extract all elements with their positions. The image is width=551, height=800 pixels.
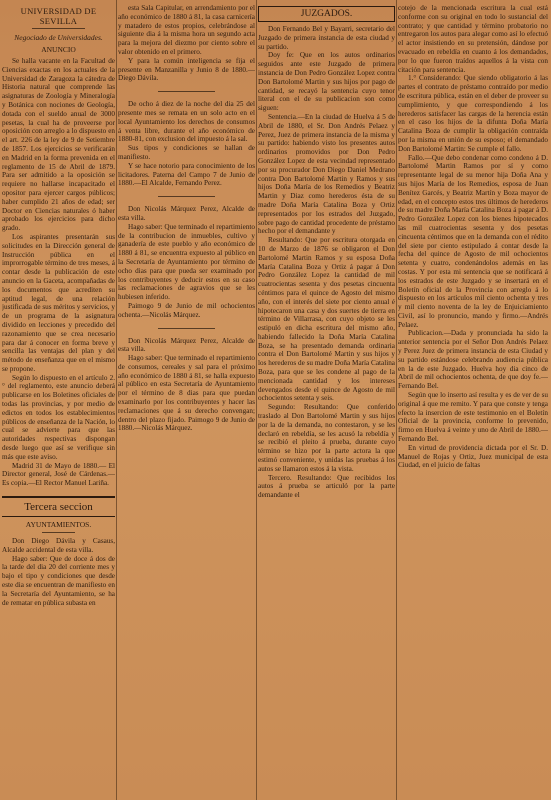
divider [158,91,215,92]
paragraph: Segundo: Resultando: Que conferido traslado al Don Bartolomé Martin y sus hijos por la de la demanda, no contestaron, y se les declaró en rebeldía, se les acusó la rebeldía y se recibió el pleito á prueba, durante cuyo término se hizo por la parte actora la que estimó conveniente, y unidas las pruebas á los autos se llamaron estos á la vista. [258,403,395,473]
paragraph: cotejo de la mencionada escritura la cual está conforme con su original en todo lo sustancial del contrato; y que cantidad y término probatorio no entregaron los autos para alegar como así lo efectuó el actor insistiendo en su pretensión, dándose por evacuado en rebeldía en cuanto á los demandados, por lo que fueron traídos aquellos á la vista con citación para sentencia. [398,4,548,74]
divider [42,532,75,533]
paragraph: Don Fernando Bel y Bayarri, secretario del Juzgado de primera instancia de esta ciudad y su partido. [258,25,395,51]
column-1 [2,0,115,800]
divider [158,328,215,329]
paragraph: Don Diego Dávila y Casaus, Alcalde accidental de esta villa. [2,537,115,554]
paragraph: Fallo.—Que debo condenar como condeno á D. Bartolomé Martin Ramos por sí y como representante legal de su menor hija Doña Ana y sus hijos María de los Remedios, esposa de Juan Benítez Garcés, y Beatriz Martín y Boza mayor de edad, en el concepto estos tres últimos de herederos de su madre Doña María Catalina Boza á pagar á D. Pedro González Lopez con los bienes hipotecados las mil cuatrocientas sesenta y dos pesetas cincuenta céntimos que en la demanda con el rédito del siete por ciento estipulado á contar desde la fecha del quince de Agosto de mil ochocientos setenta y cuatro, condenándolos además en las costas. Y por esta mi sentencia que se notificará á los estrados de este Juzgado y se insertará en el Boletín oficial de la Provincia con arreglo á lo dispuesto en los artículos mil ciento ochenta y tres y mil ciento noventa de la ley de Enjuiciamiento Civil, así lo pronuncio, mando y firmo.—Andrés Pelaez. [398,153,548,329]
paragraph: Paimogo 9 de Junio de mil ochocientos ochenta.—Nicolás Márquez. [118,301,255,319]
paragraph: Hago saber: Que de doce á dos de la tarde del dia 20 del corriente mes y bajo el tipo y condiciones que desde este dia se encuentran de manifiesto en la Secretaría del Ayuntamiento, se ha de rematar en pública subasta en [2,554,115,607]
paragraph: Don Nicolás Márquez Perez, Alcalde de esta villa. [118,336,255,354]
column-4 [398,0,548,800]
paragraph: esta Sala Capitular, en arrendamiento por el año económico de 1880 á 81, la casa carnicería y matadero de estos propios, celebrándose al siguiente dia á la misma hora un segundo acta para la mejora del diezmo por ciento sobre el valor obtenido en el primero. [118,4,255,56]
paragraph: Publicacion.—Dada y pronunciada ha sido la anterior sentencia por el Señor Don Andrés Pelaez y Perez Juez de primera instancia de esta Ciudad y su partido estándose celebrando audiencia pública en la de este Juzgado. Huelva hoy dia cinco de Abril de mil ochocientos ochenta, de que doy fe.—Fernando Bel. [398,329,548,391]
paragraph: Hago saber: Que terminado el repartimiento de la contribucion de inmuebles, cultivo y ganadería de este pueblo y año económico de 1880 á 81, se encuentra expuesto al público en la Secretaría de Ayuntamiento por término de ocho dias para que pueda ser examinado por los contribuyentes y deducir estos en su caso las reclamaciones de agravios que se les hubiesen inferido. [118,222,255,302]
column-rule [116,0,117,800]
paragraph: En virtud de providencia dictada por el Sr. D. Manuel de Rojas y Ortiz, Juez municipal de esta Ciudad, en el juicio de faltas [398,443,548,470]
paragraph: Hago saber: Que terminado el repartimiento de consumos, cereales y sal para el próximo año económico de 1880 á 81, se halla expuesto al público en esta Secretaría de Ayuntamiento por el término de 8 dias para que puedan examinarlo por los contribuyentes y hacer las reclamaciones que á su derecho convengan; dentro del plazo fijado. Paimogo 9 de Junio de 1880.—Nicolás Márquez. [118,354,255,433]
university-header: UNIVERSIDAD DE SEVILLA [20,6,97,26]
paragraph: Sus tipos y condiciones se hallan de manifiesto. [118,144,255,161]
paragraph: Según lo dispuesto en el artículo 2.° del reglamento, este anuncio deberá publicarse en los Boletines oficiales de todas las provincias, y por medio de edictos en todos los establecimientos públicos de enseñanza de la Nación, lo cual se advierte para que las autoridades respectivas dispongan desde luego que así se verifique sin más que este aviso. [2,373,115,461]
column-3 [258,0,395,800]
paragraph: Resultando: Que por escritura otorgada en 10 de Marzo de 1876 se obligaron el Don Bartolomé Martin Ramos y su esposa Doña María Catalina Boza y Ortiz á pagar á Don Pedro González Lopez la cantidad de mil cuatrocientas sesenta y dos pesetas cincuenta céntimos para el quince de Agosto del mismo año, con el interés del siete por ciento anual é hipotecaron una casa y dos suertes de tierra en término de Villarrasa, con cuyo objeto se les estipuló en dicha escritura del mismo año, habiendo fallecido la Doña María Catalina Boza, se ha presentado demanda ordinaria contra el Don Bartolomé Martin y sus hijos y los herederos de su madre Doña María Catalina Boza, para que se les condene al pago de la mencionada cantidad y los intereses devengados desde el quince de Agosto de mil ochocientos setenta y seis. [258,236,395,403]
column-rule [396,0,397,800]
paragraph: Doy fe: Que en los autos ordinarios seguidos ante este Juzgado de primera instancia de Don Pedro González Lopez contra Don Bartolomé Martin y sus hijos por pago de cantidad, se recayó la sentencia cuyo tenor literal con el de su publicacion son como siguen: [258,51,395,113]
juzgados-header: JUZGADOS. [258,6,395,22]
paragraph: Tercero. Resultando: Que recibidos los autos á prueba se articuló por la parte demandante el [258,473,395,500]
section-subtitle: AYUNTAMIENTOS. [25,520,92,530]
column-rule [256,0,257,800]
divider [32,28,85,29]
paragraph: Y para la común inteligencia se fija el presente en Manzanilla y Junio 8 de 1880.— Diego Dávila. [118,56,255,83]
column-2 [118,0,255,800]
section-title: Tercera seccion [2,496,115,517]
paragraph: Los aspirantes presentarán sus solicitudes en la Dirección general de Instrucción pública en el improrrogable término de tres meses, á contar desde la publicación de este anuncio en la Gaceta, acompañadas de los documentos que acrediten su aptitud legal, de una relación justificada de sus méritos y servicios, y de un programa de la asignatura dividido en lecciones y precedido del razonamiento que se crea necesario para dar á conocer en forma breve y sencilla las ventajas del plan y del método de enseñanza que en el mismo se propone. [2,232,115,373]
paragraph: Y se hace notorio para conocimiento de los licitadores. Paterna del Campo 7 de Junio de 1880.—El Alcalde, Fernando Perez. [118,161,255,188]
notice-title: ANUNCIO [41,45,76,54]
paragraph: Sentencia.—En la ciudad de Huelva á 5 de Abril de 1880, el Sr. Don Andrés Pelaez y Perez, Juez de primera instancia de la misma y su partido: habiendo visto los presentes autos ordinarios promovidos por Don Pedro González Lopez de esta vecindad representado por su procurador Don Diego Daniel Medrano contra Don Bartolomé Martin y Ramos y sus hijos Doña María de los Remedios y Beatriz Martin y Diaz como herederos ésta de su madre Doña María Catalina Boza y Ortiz representados por los estrados del Juzgado, sobre pago de cantidad procedente de préstamo hecho por el demandante y [258,112,395,236]
paragraph: De ocho á diez de la noche del dia 25 del presente mes se remata en un solo acto en el local Ayuntamiento los derechos de consumos á venta libre, durante el año económico de 1880-81, con exclusion del impuesto á la sal. [118,100,255,144]
paragraph: Según que lo inserto así resulta y es de ver de su original á que me remito. Y para que conste y tenga efecto la insercion de este testimonio en el Boletín Oficial de la provincia, conforme lo prevenido, firmo en Huelva á veinte y uno de Abril de 1880.—Fernando Bel. [398,391,548,444]
paragraph: Don Nicolás Márquez Perez, Alcalde de esta villa. [118,205,255,222]
negociado-subheader: Negociado de Universidades. [14,33,103,42]
paragraph: 1.° Considerando: Que siendo obligatorio á las partes el contrato de préstamo contraído por medio de escritura pública, están en el deber de proveer su cumplimiento, y que correspondiendo á los herederos satisfacer las cargas de la herencia están en el caso los hijos de la difunta Doña María Catalina Boza de cumplir la obligación contraída por la misma en unión de su esposo; el demandado Don Bartolomé Martin: Se cumple el fallo. [398,74,548,153]
divider [158,196,215,197]
paragraph: Se halla vacante en la Facultad de Ciencias exactas en los actuales de la Universidad de Zaragoza la cátedra de Historia natural que comprende las asignaturas de Zoología y Mineralogía y Botánica con nociones de Geología, dotada con el sueldo anual de 3000 pesetas, la cual ha de proveerse por oposición con arreglo a lo dispuesto en el art. 226 de la ley de 9 de Setiembre de 1857. Los ejercicios se verificarán en Madrid en la forma prevenida en el reglamento de 15 de Abril de 1879. Para ser admitido a la oposición se requiere no hallarse incapacitado el opositor para ejercer cargos públicos; haber cumplido 21 años de edad; ser Doctor en Ciencias naturales ó haber aprobado los ejercicios para dicho grado. [2,57,115,233]
date-signature: Madrid 31 de Mayo de 1880.— El Director general, José de Cárdenas.—Es copia.—El Rector Manuel Lariña. [2,461,115,488]
